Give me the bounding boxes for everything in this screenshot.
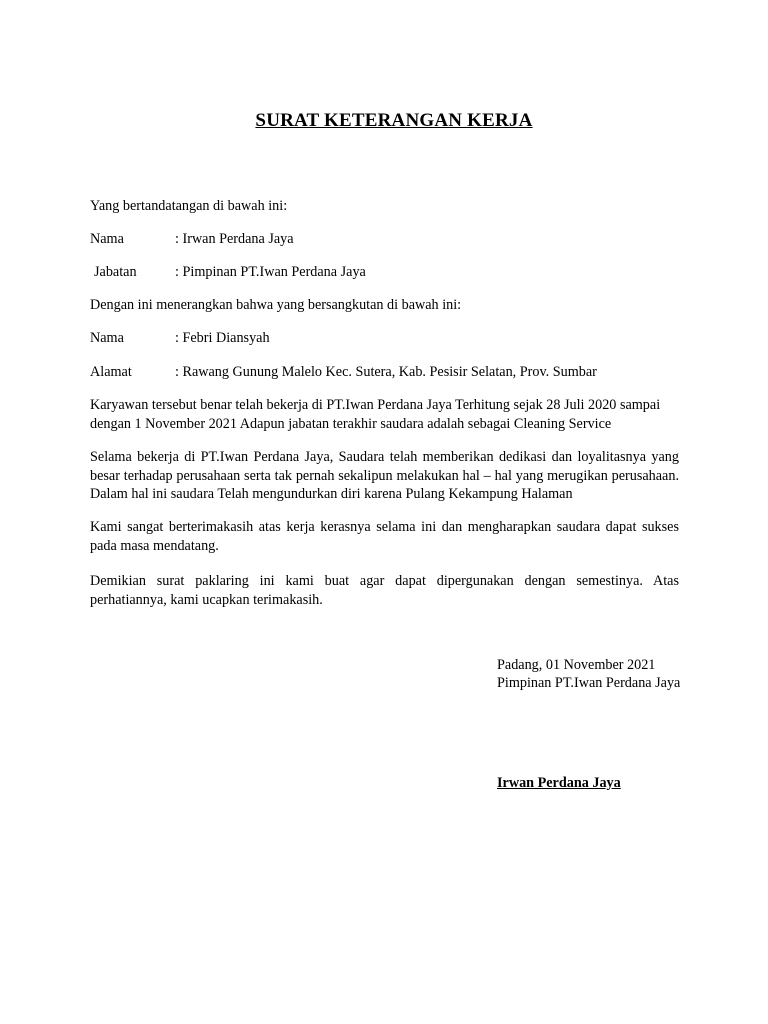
signatory-name-row <box>90 230 294 248</box>
closing-place-date: Padang, 01 November 2021 <box>497 657 656 673</box>
paragraph-dedication: Selama bekerja di PT.Iwan Perdana Jaya, Saudara telah memberikan dedikasi dan loyalitasnya yang besar terhadap perusahaan serta tak pernah sekalipun melakukan hal – hal yang merugikan perusahaan. Dalam hal ini saudara Telah mengundurkan diri karena Pulang Kekampung Halaman <box>90 449 679 502</box>
paragraph-employment: Karyawan tersebut benar telah bekerja di PT.Iwan Perdana Jaya Terhitung sejak 28 Juli 2020 sampai dengan 1 November 2021 Adapun jabatan terakhir saudara adalah sebagai Cleaning Service <box>90 397 661 432</box>
signatory-position-row <box>90 263 366 281</box>
employee-name-value: : Febri Diansyah <box>175 330 270 346</box>
signatory-name-value: : Irwan Perdana Jaya <box>175 231 294 247</box>
employee-name-label: Nama <box>90 330 124 346</box>
signatory-position-label: Jabatan <box>94 264 137 280</box>
intro-text: Yang bertandatangan di bawah ini: <box>90 198 288 214</box>
employee-address-value: : Rawang Gunung Malelo Kec. Sutera, Kab. Pesisir Selatan, Prov. Sumbar <box>175 364 597 380</box>
paragraph-closing: Demikian surat paklaring ini kami buat agar dapat dipergunakan dengan semestinya. Atas perhatiannya, kami ucapkan terimakasih. <box>90 573 679 608</box>
employee-address-label: Alamat <box>90 364 132 380</box>
statement-text: Dengan ini menerangkan bahwa yang bersangkutan di bawah ini: <box>90 297 462 313</box>
employee-name-row <box>90 329 270 347</box>
letter-title: SURAT KETERANGAN KERJA <box>255 110 533 131</box>
closing-position: Pimpinan PT.Iwan Perdana Jaya <box>497 675 681 691</box>
paragraph-thanks: Kami sangat berterimakasih atas kerja kerasnya selama ini dan mengharapkan saudara dapat sukses pada masa mendatang. <box>90 519 679 554</box>
signatory-name-label: Nama <box>90 231 124 247</box>
employee-address-row <box>90 363 597 381</box>
signer-name: Irwan Perdana Jaya <box>497 775 621 791</box>
signatory-position-value: : Pimpinan PT.Iwan Perdana Jaya <box>175 264 366 280</box>
